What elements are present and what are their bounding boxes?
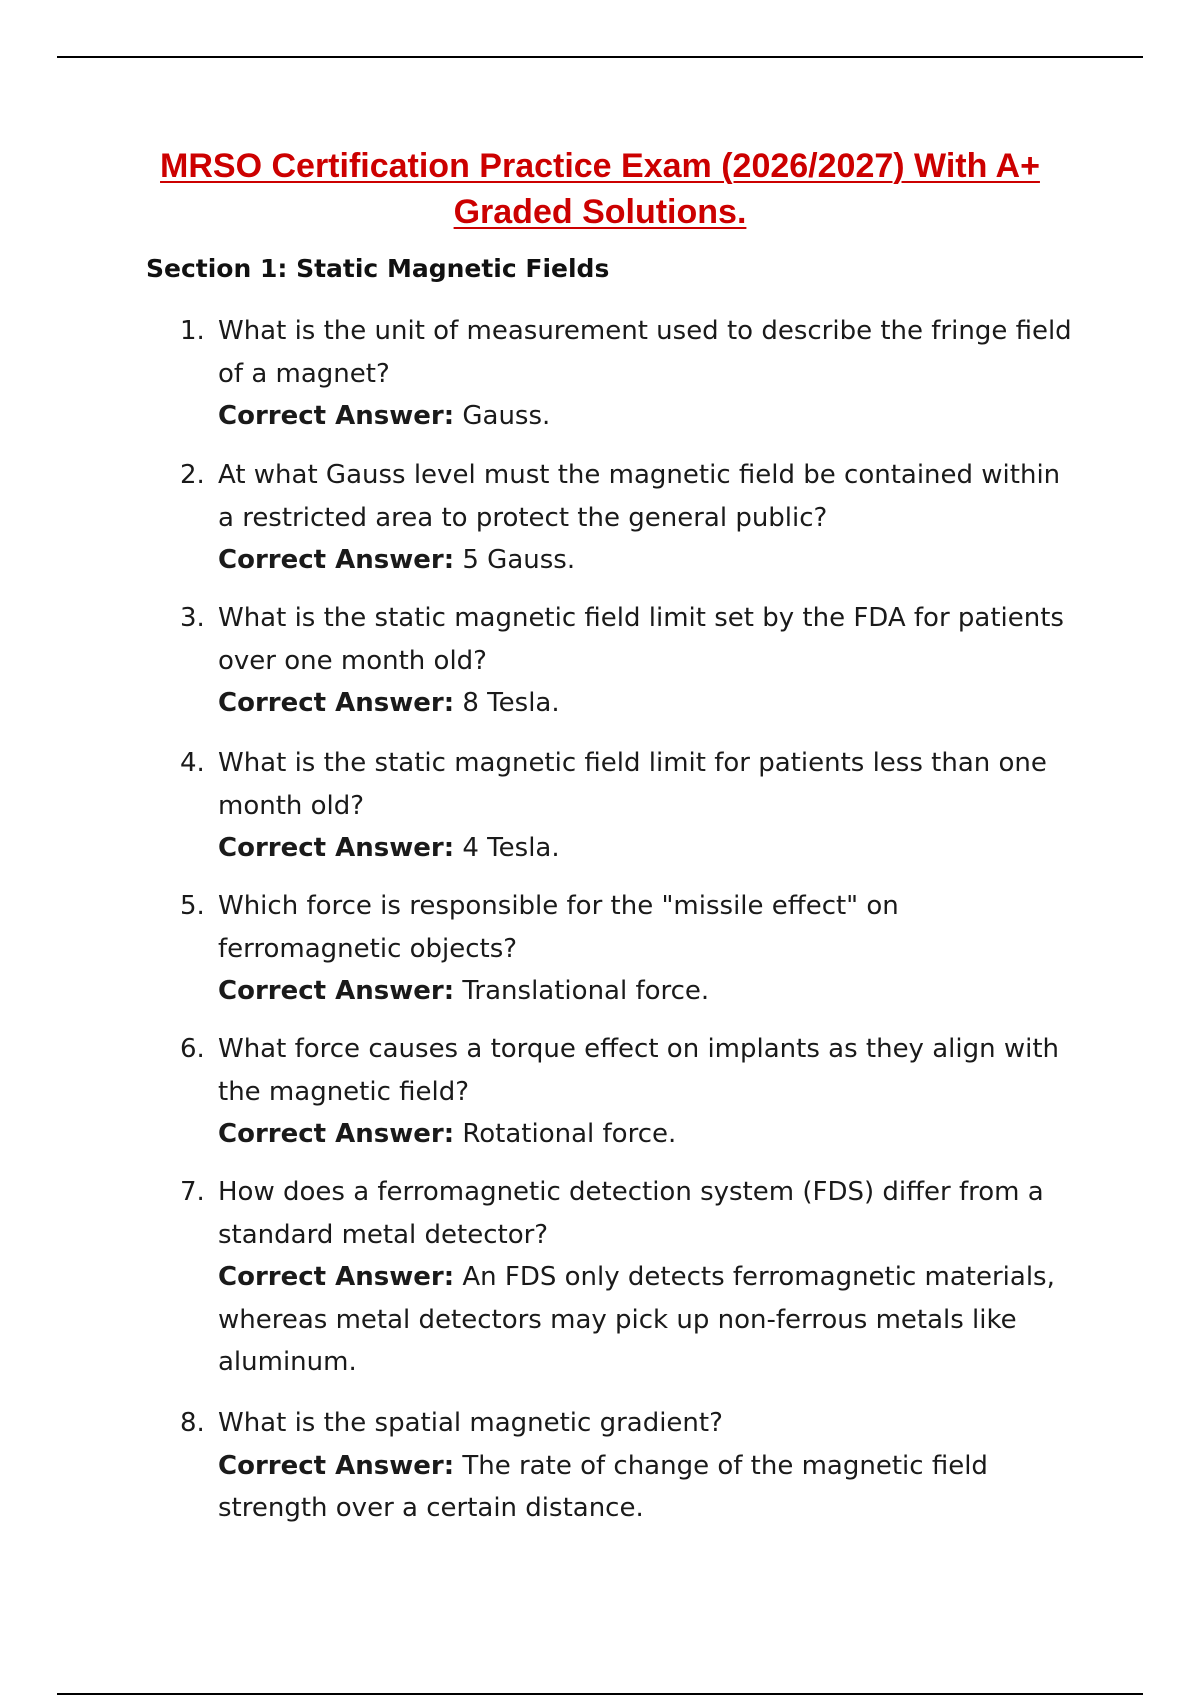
answer-text: 8 Tesla. <box>462 688 560 718</box>
question-item <box>180 310 1080 438</box>
answer-text: Rotational force. <box>462 1119 677 1149</box>
answer-text: The rate of change of the magnetic field strength over a certain distance. <box>218 1450 988 1523</box>
question-item <box>180 1171 1080 1384</box>
answer-line <box>218 1256 1080 1384</box>
question-text: How does a ferromagnetic detection system (FDS) differ from a standard metal detector? <box>218 1177 1044 1250</box>
question-text: What force causes a torque effect on implants as they align with the magnetic field? <box>218 1034 1060 1107</box>
question-text: What is the static magnetic field limit for patients less than one month old? <box>218 748 1047 821</box>
question-number: 3. <box>180 603 205 633</box>
answer-line <box>218 395 1080 438</box>
document-title: MRSO Certification Practice Exam (2026/2027) With A+ Graded Solutions. <box>160 147 1040 231</box>
question-text: Which force is responsible for the "missile effect" on ferromagnetic objects? <box>218 891 899 964</box>
question-item <box>180 1028 1080 1156</box>
question-text: What is the unit of measurement used to describe the fringe field of a magnet? <box>218 316 1072 389</box>
answer-text: An FDS only detects ferromagnetic materials, whereas metal detectors may pick up non-ferrous metals like aluminum. <box>218 1262 1055 1377</box>
question-number: 4. <box>180 748 205 778</box>
question-number: 1. <box>180 316 205 346</box>
question-number: 2. <box>180 460 205 490</box>
question-item <box>180 454 1080 582</box>
question-number: 5. <box>180 891 205 921</box>
question-text: What is the static magnetic field limit set by the FDA for patients over one month old? <box>218 603 1064 676</box>
answer-text: 4 Tesla. <box>462 833 560 863</box>
answer-line <box>218 970 1080 1013</box>
answer-line <box>218 827 1080 870</box>
question-number: 7. <box>180 1177 205 1207</box>
answer-label: Correct Answer: <box>218 833 455 863</box>
section-heading: Section 1: Static Magnetic Fields <box>146 254 610 283</box>
answer-label: Correct Answer: <box>218 1262 455 1292</box>
answer-label: Correct Answer: <box>218 401 455 431</box>
question-number: 8. <box>180 1408 205 1438</box>
header-rule <box>57 56 1143 58</box>
answer-label: Correct Answer: <box>218 976 455 1006</box>
answer-line <box>218 682 1080 725</box>
footer-rule <box>57 1693 1143 1695</box>
answer-line <box>218 1445 1080 1530</box>
answer-text: Translational force. <box>462 976 710 1006</box>
answer-line <box>218 1113 1080 1156</box>
answer-label: Correct Answer: <box>218 1450 455 1481</box>
question-item <box>180 1402 1080 1530</box>
question-text: What is the spatial magnetic gradient? <box>218 1408 723 1438</box>
question-number: 6. <box>180 1034 205 1064</box>
answer-line <box>218 539 1080 582</box>
answer-text: Gauss. <box>462 401 551 431</box>
answer-label: Correct Answer: <box>218 688 455 718</box>
answer-text: 5 Gauss. <box>462 545 576 575</box>
question-item <box>180 885 1080 1013</box>
answer-label: Correct Answer: <box>218 1119 455 1149</box>
question-text: At what Gauss level must the magnetic field be contained within a restricted area to protect the general public? <box>218 460 1061 533</box>
question-item <box>180 597 1080 725</box>
question-item <box>180 742 1080 870</box>
answer-label: Correct Answer: <box>218 545 455 575</box>
